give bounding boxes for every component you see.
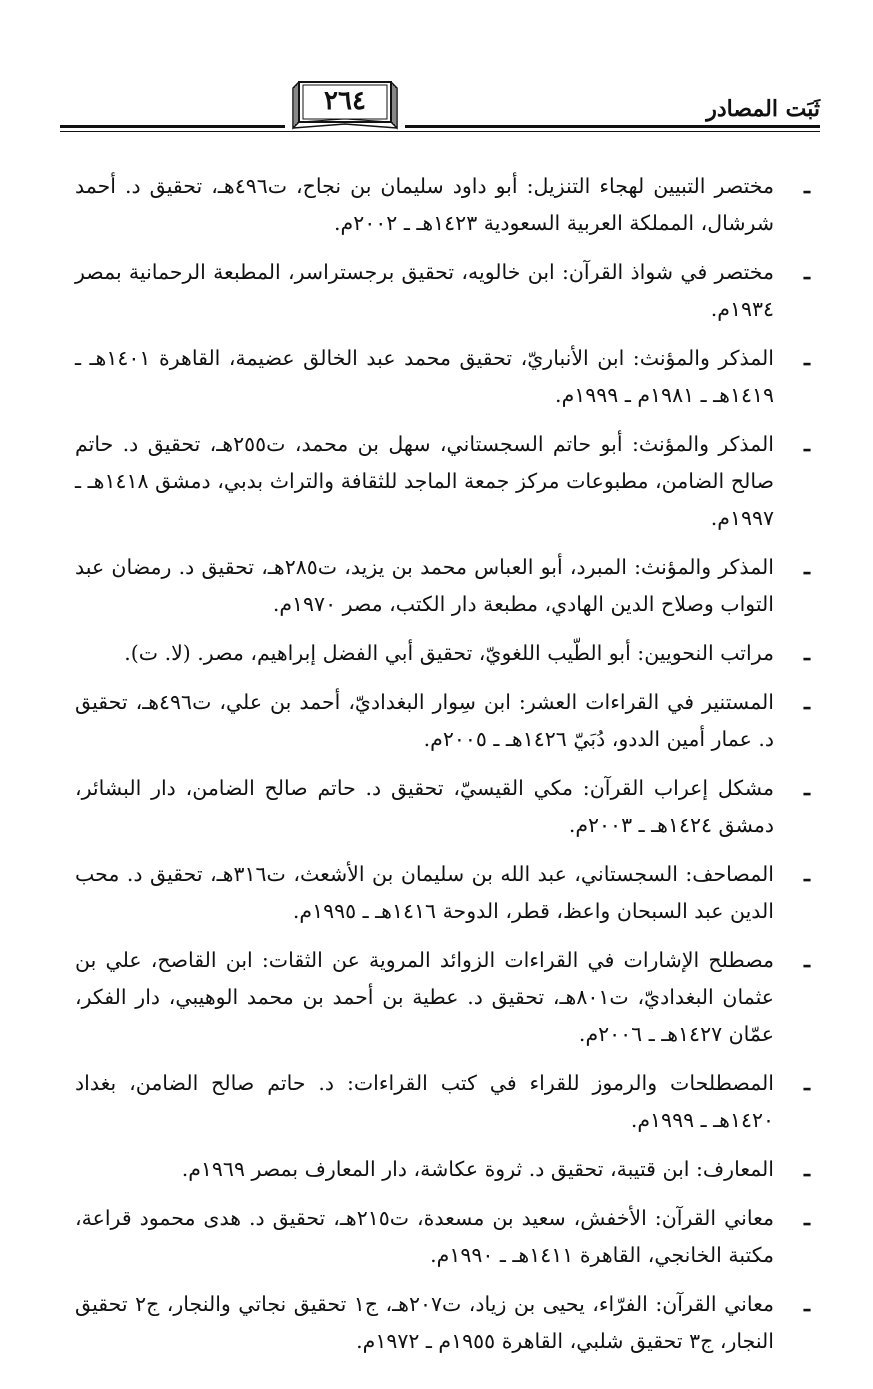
entry-dash: ـ bbox=[803, 690, 810, 714]
entry-dash: ـ bbox=[803, 776, 810, 800]
bibliography-entry bbox=[75, 1200, 810, 1274]
entry-text: معاني القرآن: الفرّاء، يحيى بن زياد، ت٢٠٧هـ، ج١ تحقيق نجاتي والنجار، ج٢ تحقيق النجار، ج٣ تحقيق شلبي، القاهرة ١٩٥٥م ـ ١٩٧٢م. bbox=[75, 1292, 775, 1353]
entry-dash: ـ bbox=[803, 1157, 810, 1181]
bibliography-entry bbox=[75, 1151, 810, 1188]
bibliography-entry bbox=[75, 340, 810, 414]
header-rule-thick bbox=[60, 125, 820, 128]
entry-text: المذكر والمؤنث: أبو حاتم السجستاني، سهل بن محمد، ت٢٥٥هـ، تحقيق د. حاتم صالح الضامن، مطبوعات مركز جمعة الماجد للثقافة والتراث بدبي، دمشق ١٤١٨هـ ـ ١٩٩٧م. bbox=[75, 432, 774, 530]
page-number: ٢٦٤ bbox=[324, 86, 366, 116]
entry-dash: ـ bbox=[803, 948, 810, 972]
entry-text: المصاحف: السجستاني، عبد الله بن سليمان بن الأشعث، ت٣١٦هـ، تحقيق د. محب الدين عبد السبحان واعظ، قطر، الدوحة ١٤١٦هـ ـ ١٩٩٥م. bbox=[75, 862, 774, 923]
header-rule-thin bbox=[60, 131, 820, 132]
running-title: ثَبَت المصادر bbox=[706, 96, 820, 122]
entry-dash: ـ bbox=[803, 1292, 810, 1316]
entry-text: مصطلح الإشارات في القراءات الزوائد المروية عن الثقات: ابن القاصح، علي بن عثمان البغداديّ، ت٨٠١هـ، تحقيق د. عطية بن أحمد بن محمد الوهيبي، دار الفكر، عمّان ١٤٢٧هـ ـ ٢٠٠٦م. bbox=[75, 948, 775, 1046]
entry-dash: ـ bbox=[803, 1071, 810, 1095]
entry-text: المعارف: ابن قتيبة، تحقيق د. ثروة عكاشة، دار المعارف بمصر ١٩٦٩م. bbox=[181, 1157, 774, 1181]
entry-dash: ـ bbox=[803, 555, 810, 579]
bibliography-entry bbox=[75, 856, 810, 930]
bibliography-list bbox=[75, 168, 810, 1372]
bibliography-entry bbox=[75, 635, 810, 672]
entry-dash: ـ bbox=[803, 174, 810, 198]
entry-text: المذكر والمؤنث: المبرد، أبو العباس محمد بن يزيد، ت٢٨٥هـ، تحقيق د. رمضان عبد التواب وصلاح الدين الهادي، مطبعة دار الكتب، مصر ١٩٧٠م. bbox=[75, 555, 774, 616]
bibliography-entry bbox=[75, 254, 810, 328]
entry-dash: ـ bbox=[803, 432, 810, 456]
entry-text: مراتب النحويين: أبو الطّيب اللغويّ، تحقيق أبي الفضل إبراهيم، مصر. (لا. ت). bbox=[124, 641, 774, 665]
bibliography-entry bbox=[75, 549, 810, 623]
entry-dash: ـ bbox=[803, 346, 810, 370]
bibliography-entry bbox=[75, 770, 810, 844]
entry-text: مشكل إعراب القرآن: مكي القيسيّ، تحقيق د. حاتم صالح الضامن، دار البشائر، دمشق ١٤٢٤هـ ـ ٢٠٠٣م. bbox=[75, 776, 774, 837]
entry-text: المستنير في القراءات العشر: ابن سِوار البغداديّ، أحمد بن علي، ت٤٩٦هـ، تحقيق د. عمار أمين الددو، دُبَيّ ١٤٢٦هـ ـ ٢٠٠٥م. bbox=[75, 690, 774, 751]
entry-dash: ـ bbox=[803, 862, 810, 886]
entry-text: مختصر في شواذ القرآن: ابن خالويه، تحقيق برجستراسر، المطبعة الرحمانية بمصر ١٩٣٤م. bbox=[75, 260, 774, 321]
page-number-book-ornament bbox=[285, 80, 405, 130]
bibliography-entry bbox=[75, 1065, 810, 1139]
entry-dash: ـ bbox=[803, 260, 810, 284]
entry-text: المذكر والمؤنث: ابن الأنباريّ، تحقيق محمد عبد الخالق عضيمة، القاهرة ١٤٠١هـ ـ ١٤١٩هـ ـ ١٩٨١م ـ ١٩٩٩م. bbox=[75, 346, 775, 407]
bibliography-entry bbox=[75, 942, 810, 1053]
entry-dash: ـ bbox=[803, 1206, 810, 1230]
entry-dash: ـ bbox=[803, 641, 810, 665]
entry-text: معاني القرآن: الأخفش، سعيد بن مسعدة، ت٢١٥هـ، تحقيق د. هدى محمود قراعة، مكتبة الخانجي، القاهرة ١٤١١هـ ـ ١٩٩٠م. bbox=[75, 1206, 774, 1267]
entry-text: مختصر التبيين لهجاء التنزيل: أبو داود سليمان بن نجاح، ت٤٩٦هـ، تحقيق د. أحمد شرشال، المملكة العربية السعودية ١٤٢٣هـ ـ ٢٠٠٢م. bbox=[75, 174, 774, 235]
page-header bbox=[60, 78, 820, 138]
bibliography-entry bbox=[75, 684, 810, 758]
bibliography-entry bbox=[75, 1286, 810, 1360]
bibliography-entry bbox=[75, 168, 810, 242]
entry-text: المصطلحات والرموز للقراء في كتب القراءات: د. حاتم صالح الضامن، بغداد ١٤٢٠هـ ـ ١٩٩٩م. bbox=[75, 1071, 774, 1132]
bibliography-entry bbox=[75, 426, 810, 537]
